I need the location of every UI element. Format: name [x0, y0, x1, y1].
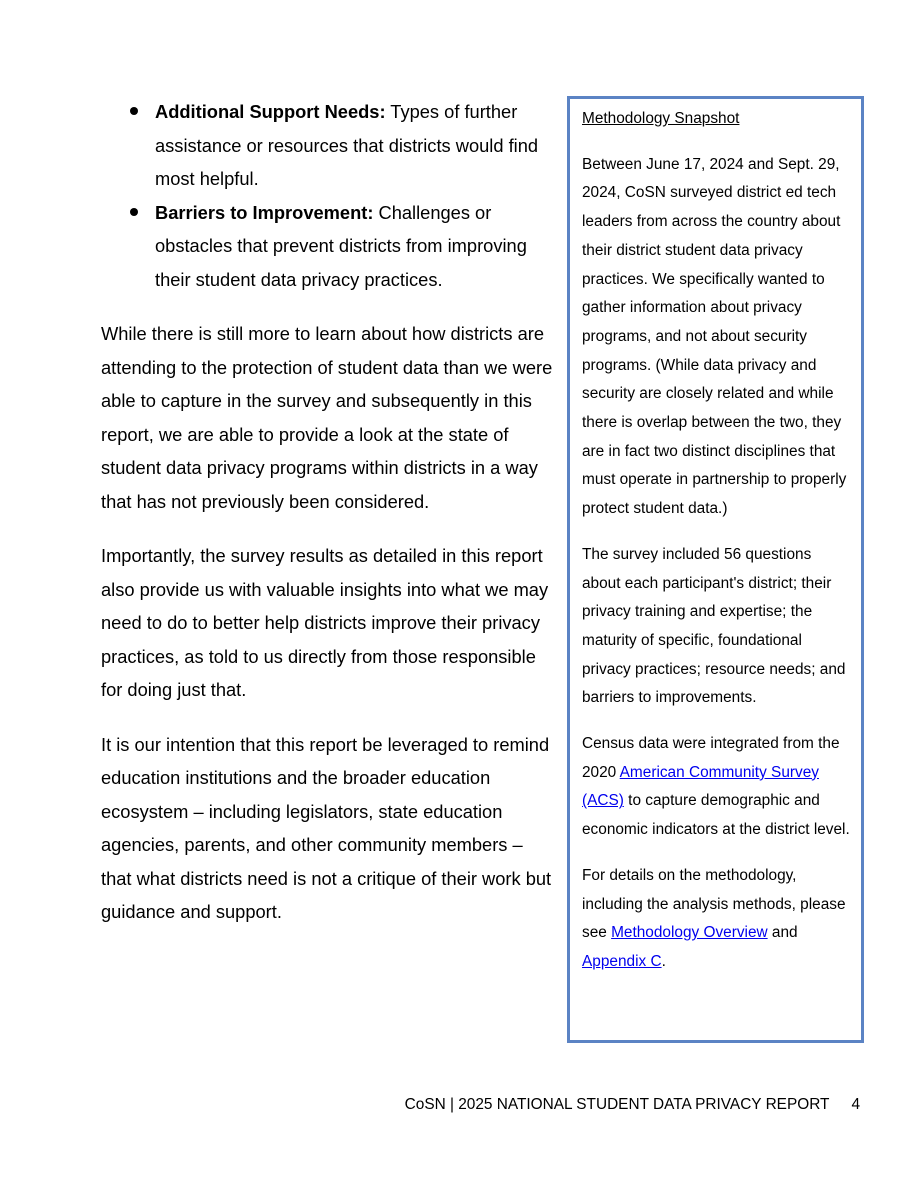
list-item [101, 196, 556, 297]
sidebar-text: to capture demographic and economic indicators at the district level. [582, 792, 850, 839]
page-footer [405, 1093, 860, 1117]
bullet-dot-icon [130, 208, 138, 216]
sidebar-paragraph [582, 862, 851, 977]
appendix-c-link[interactable]: Appendix C [582, 952, 662, 970]
footer-text: CoSN | 2025 NATIONAL STUDENT DATA PRIVACY REPORT [404, 1096, 830, 1113]
bullet-list [101, 95, 556, 296]
bullet-text: Challenges or obstacles that prevent districts from improving their student data privacy practices. [155, 201, 527, 290]
sidebar-paragraph: Between June 17, 2024 and Sept. 29, 2024, CoSN surveyed district ed tech leaders from across the country about their district student data privacy practices. We specifically wanted to gather information about privacy programs, and not about security programs. (While data privacy and security are closely related and while there is overlap between the two, they are in fact two distinct disciplines that must operate in partnership to properly protect student data.) [582, 155, 847, 518]
sidebar-text: For details on the methodology, including the analysis methods, please see [582, 866, 846, 942]
sidebar-text: . [661, 952, 666, 970]
acs-link[interactable]: American Community Survey (ACS) [582, 763, 819, 810]
body-paragraph: Importantly, the survey results as detailed in this report also provide us with valuable insights into what we may need to do to better help districts improve their privacy practices, as told to us directly from those responsible for doing just that. [101, 545, 549, 700]
methodology-sidebar [567, 96, 864, 1043]
main-column [101, 95, 556, 950]
body-paragraph: While there is still more to learn about how districts are attending to the protection of student data than we were able to capture in the survey and subsequently in this report, we are able to provide a look at the state of student data privacy programs within districts in a way that has not previously been considered. [101, 323, 553, 512]
sidebar-paragraph [582, 730, 851, 845]
bullet-text: Types of further assistance or resources that districts would find most helpful. [155, 101, 539, 189]
bullet-term: Additional Support Needs: [155, 101, 386, 122]
methodology-overview-link[interactable]: Methodology Overview [611, 924, 768, 942]
body-paragraph: It is our intention that this report be leveraged to remind education institutions and the broader education ecosystem – including legislators, state education agencies, parents, and other community members – that what districts need is not a critique of their work but guidance and support. [101, 733, 552, 922]
bullet-dot-icon [130, 107, 138, 115]
sidebar-title: Methodology Snapshot [582, 110, 740, 127]
sidebar-text: and [767, 924, 798, 942]
list-item [101, 95, 556, 196]
page-number: 4 [851, 1096, 860, 1113]
sidebar-text: Census data were integrated from the 2020 [582, 735, 840, 781]
bullet-term: Barriers to Improvement: [155, 201, 374, 223]
sidebar-paragraph: The survey included 56 questions about each participant's district; their privacy training and expertise; the maturity of specific, foundational privacy practices; resource needs; and barriers to improvements. [582, 545, 846, 707]
